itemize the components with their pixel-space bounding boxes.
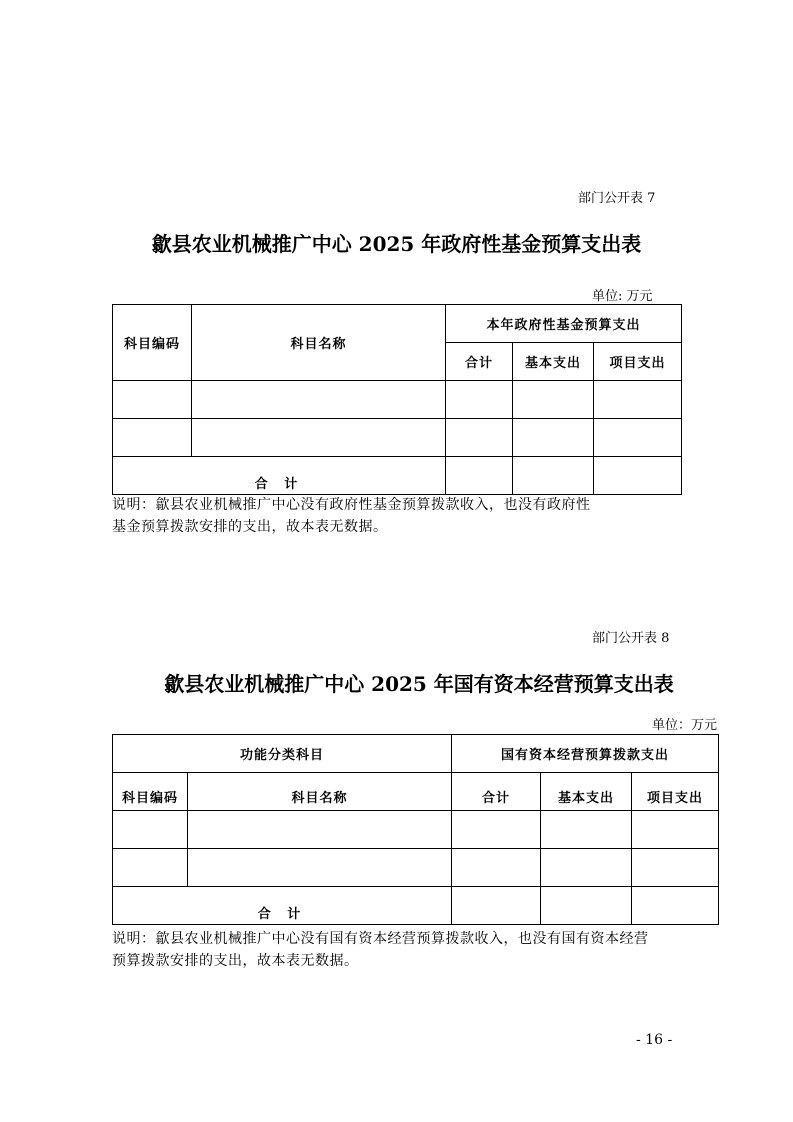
table-cell bbox=[632, 849, 719, 887]
table7-header-total: 合计 bbox=[446, 343, 513, 381]
table-cell bbox=[446, 457, 513, 495]
table-cell bbox=[632, 811, 719, 849]
table7-tag: 部门公开表 7 bbox=[578, 191, 656, 206]
table8-tag: 部门公开表 8 bbox=[592, 631, 670, 646]
table-cell bbox=[594, 419, 682, 457]
table7-header-name: 科目名称 bbox=[192, 305, 446, 381]
table8-sum-row bbox=[113, 887, 719, 925]
table-cell bbox=[452, 811, 541, 849]
table-cell bbox=[192, 381, 446, 419]
table-cell bbox=[188, 849, 452, 887]
table-cell bbox=[513, 381, 594, 419]
table-cell bbox=[541, 811, 632, 849]
table8-note-line2: 预算拨款安排的支出，故本表无数据。 bbox=[112, 953, 359, 969]
table-cell bbox=[513, 457, 594, 495]
table8-header-basic: 基本支出 bbox=[541, 773, 632, 811]
table-cell bbox=[113, 381, 192, 419]
table-cell bbox=[452, 887, 541, 925]
table7 bbox=[112, 304, 682, 495]
table8-header-project: 项目支出 bbox=[632, 773, 719, 811]
table7-header-code: 科目编码 bbox=[113, 305, 192, 381]
table8-title: 歙县农业机械推广中心 2025 年国有资本经营预算支出表 bbox=[164, 672, 674, 696]
table8 bbox=[112, 734, 719, 925]
table-cell bbox=[192, 419, 446, 457]
table-cell bbox=[594, 381, 682, 419]
table8-unit: 单位：万元 bbox=[652, 718, 718, 733]
table7-note-line2: 基金预算拨款安排的支出，故本表无数据。 bbox=[112, 519, 388, 535]
table-row bbox=[113, 419, 682, 457]
table8-note-line1: 说明：歙县农业机械推广中心没有国有资本经营预算拨款收入，也没有国有资本经营 bbox=[112, 931, 649, 947]
table8-header-total: 合计 bbox=[452, 773, 541, 811]
table-cell bbox=[188, 811, 452, 849]
table-cell bbox=[541, 849, 632, 887]
table-row bbox=[113, 849, 719, 887]
page-number: - 16 - bbox=[636, 1032, 673, 1048]
table-row bbox=[113, 811, 719, 849]
table-cell bbox=[452, 849, 541, 887]
table8-sum-label: 合 计 bbox=[113, 887, 452, 925]
table8-header-group: 国有资本经营预算拨款支出 bbox=[452, 735, 719, 773]
table7-header-group: 本年政府性基金预算支出 bbox=[446, 305, 682, 343]
table-row bbox=[113, 381, 682, 419]
table8-header-function: 功能分类科目 bbox=[113, 735, 452, 773]
table-cell bbox=[541, 887, 632, 925]
table7-title: 歙县农业机械推广中心 2025 年政府性基金预算支出表 bbox=[151, 232, 642, 256]
table-cell bbox=[513, 419, 594, 457]
table8-header-code: 科目编码 bbox=[113, 773, 188, 811]
table8-header-name: 科目名称 bbox=[188, 773, 452, 811]
table-cell bbox=[446, 381, 513, 419]
table-cell bbox=[113, 811, 188, 849]
table-cell bbox=[632, 887, 719, 925]
table7-header-basic: 基本支出 bbox=[513, 343, 594, 381]
table-cell bbox=[113, 419, 192, 457]
table7-note-line1: 说明：歙县农业机械推广中心没有政府性基金预算拨款收入，也没有政府性 bbox=[112, 497, 591, 513]
table7-unit: 单位: 万元 bbox=[592, 289, 653, 304]
table-cell bbox=[113, 849, 188, 887]
table7-header-project: 项目支出 bbox=[594, 343, 682, 381]
table7-sum-row bbox=[113, 457, 682, 495]
table-cell bbox=[594, 457, 682, 495]
table7-sum-label: 合 计 bbox=[113, 457, 446, 495]
table-cell bbox=[446, 419, 513, 457]
